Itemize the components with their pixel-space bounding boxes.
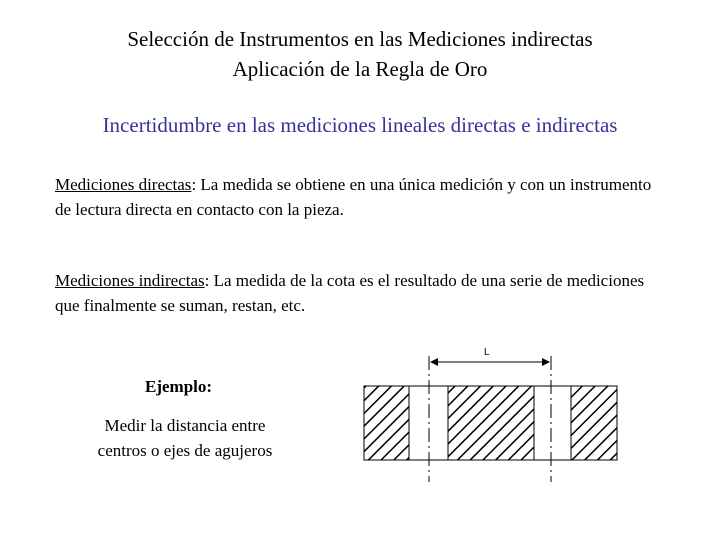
example-line-1: Medir la distancia entre [104,416,266,435]
direct-text: : La medida se obtiene en una única medición y con un instrumento de lectura directa en contacto con la pieza. [55,175,652,219]
example-line-2: centros o ejes de agujeros [97,441,273,460]
indirect-term: Mediciones indirectas [55,271,205,290]
direct-term: Mediciones directas [55,175,192,194]
hatched-block-middle [448,386,534,460]
hatched-block-right [571,386,617,460]
section-subtitle: Incertidumbre en las mediciones lineales directas e indirectas [102,113,618,137]
example-heading: Ejemplo: [145,377,213,396]
title-line-1: Selección de Instrumentos en las Mediciones indirectas [127,27,593,51]
dimension-label: L [484,347,490,358]
indirect-text: : La medida de la cota es el resultado de una serie de mediciones que finalmente se suman, restan, etc. [55,271,645,315]
hatched-block-left [364,386,409,460]
title-line-2: Aplicación de la Regla de Oro [232,57,488,81]
